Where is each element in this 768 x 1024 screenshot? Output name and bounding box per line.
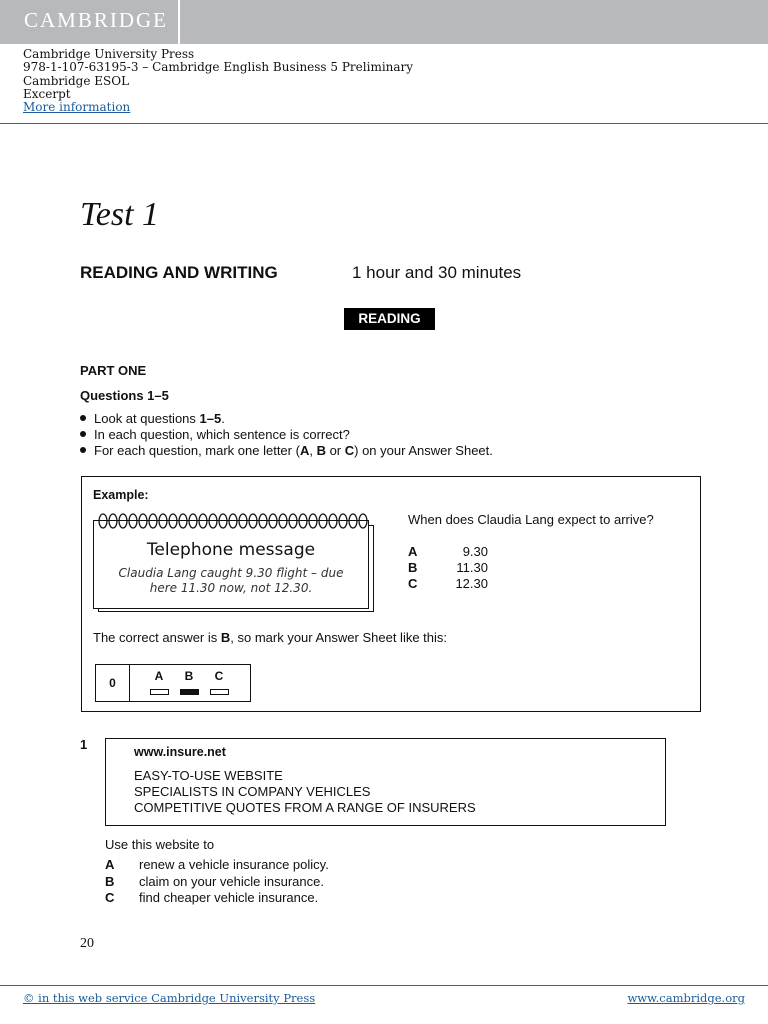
instructions-list: [80, 411, 493, 459]
more-information-link[interactable]: More information: [23, 100, 131, 115]
spiral-ring: [219, 514, 227, 528]
cambridge-site-link[interactable]: www.cambridge.org: [627, 991, 745, 1005]
message-text: Claudia Lang caught 9.30 flight – due here 11.30 now, not 12.30.: [118, 566, 344, 595]
copyright-link[interactable]: © in this web service Cambridge University Press: [23, 991, 316, 1005]
option-row: B claim on your vehicle insurance.: [105, 873, 324, 889]
spiral-ring: [99, 514, 107, 528]
notice-url: www.insure.net: [134, 745, 226, 759]
test-title: Test 1: [80, 196, 160, 233]
spiral-ring: [239, 514, 247, 528]
part-title: PART ONE: [80, 363, 147, 378]
questions-range: Questions 1–5: [80, 388, 169, 403]
spiral-ring: [169, 514, 177, 528]
spiral-binding-icon: [98, 511, 370, 533]
message-title: Telephone message: [146, 540, 316, 560]
notice-text: EASY-TO-USE WEBSITE SPECIALISTS IN COMPANY VEHICLES COMPETITIVE QUOTES FROM A RANGE OF INSURERS: [134, 768, 476, 815]
spiral-ring: [359, 514, 367, 528]
spiral-ring: [149, 514, 157, 528]
spiral-ring: [209, 514, 217, 528]
option-row: C 12.30: [408, 576, 488, 591]
excerpt-line: Excerpt: [23, 86, 71, 101]
header-divider: [178, 0, 180, 44]
brand-logo: CAMBRIDGE: [24, 8, 169, 32]
page-number: 20: [80, 936, 94, 951]
spiral-ring: [329, 514, 337, 528]
reading-badge: READING: [344, 308, 435, 330]
spiral-ring: [189, 514, 197, 528]
answer-mark-b: [180, 689, 199, 695]
option-row: A 9.30: [408, 544, 488, 559]
spiral-ring: [119, 514, 127, 528]
question-stem: Use this website to: [105, 837, 215, 852]
instruction-item: In each question, which sentence is correct?: [80, 427, 493, 443]
spiral-ring: [259, 514, 267, 528]
answer-mark-c: [210, 689, 229, 695]
question-number: 1: [80, 737, 88, 752]
example-question: When does Claudia Lang expect to arrive?: [408, 512, 654, 527]
spiral-ring: [249, 514, 257, 528]
spiral-ring: [159, 514, 167, 528]
option-row: B 11.30: [408, 560, 488, 575]
spiral-ring: [179, 514, 187, 528]
footer-rule: [0, 985, 768, 986]
section-title: READING AND WRITING: [80, 263, 278, 282]
spiral-ring: [289, 514, 297, 528]
answer-grid-letter-c: C: [214, 669, 224, 683]
correct-answer-note: The correct answer is B, so mark your Answer Sheet like this:: [93, 630, 448, 645]
bullet-icon: [80, 431, 86, 437]
spiral-ring: [309, 514, 317, 528]
book-meta: [23, 48, 413, 114]
bullet-icon: [80, 415, 86, 421]
book-line: 978-1-107-63195-3 – Cambridge English Business 5 Preliminary: [23, 60, 414, 75]
org-line: Cambridge ESOL: [23, 73, 130, 88]
spiral-ring: [319, 514, 327, 528]
spiral-ring: [109, 514, 117, 528]
answer-grid-number: 0: [96, 665, 130, 701]
spiral-ring: [229, 514, 237, 528]
option-row: C find cheaper vehicle insurance.: [105, 890, 319, 905]
example-label: Example:: [93, 488, 149, 502]
spiral-ring: [129, 514, 137, 528]
spiral-ring: [199, 514, 207, 528]
answer-mark-a: [150, 689, 169, 695]
spiral-ring: [139, 514, 147, 528]
spiral-ring: [299, 514, 307, 528]
bullet-icon: [80, 447, 86, 453]
spiral-ring: [269, 514, 277, 528]
spiral-ring: [339, 514, 347, 528]
spiral-ring: [279, 514, 287, 528]
answer-grid-letter-b: B: [184, 669, 194, 683]
duration: 1 hour and 30 minutes: [352, 263, 522, 282]
answer-grid-letter-a: A: [154, 669, 164, 683]
publisher-line: Cambridge University Press: [23, 47, 195, 61]
instruction-item: Look at questions 1–5.: [80, 411, 493, 427]
spiral-ring: [349, 514, 357, 528]
option-row: A renew a vehicle insurance policy.: [105, 857, 329, 872]
question-options: [105, 857, 329, 907]
example-options: [408, 544, 488, 592]
header-rule: [0, 123, 768, 124]
instruction-item: For each question, mark one letter (A, B or C) on your Answer Sheet.: [80, 443, 493, 459]
